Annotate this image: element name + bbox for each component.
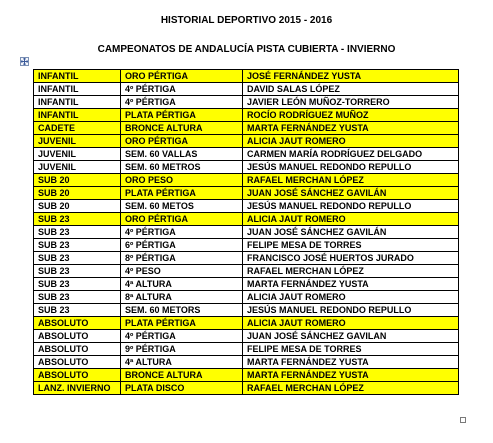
table-row	[34, 226, 459, 239]
event-cell: ORO PESO	[121, 174, 243, 187]
athlete-cell: MARTA FERNÁNDEZ YUSTA	[243, 356, 459, 369]
athlete-cell: ALICIA JAUT ROMERO	[243, 317, 459, 330]
athlete-cell: CARMEN MARÍA RODRÍGUEZ DELGADO	[243, 148, 459, 161]
event-cell: PLATA PÉRTIGA	[121, 317, 243, 330]
event-cell: 8º PÉRTIGA	[121, 252, 243, 265]
athlete-cell: MARTA FERNÁNDEZ YUSTA	[243, 122, 459, 135]
event-cell: 4º PÉRTIGA	[121, 83, 243, 96]
athlete-cell: DAVID SALAS LÓPEZ	[243, 83, 459, 96]
category-cell: JUVENIL	[34, 148, 121, 161]
category-cell: INFANTIL	[34, 109, 121, 122]
event-cell: SEM. 60 VALLAS	[121, 148, 243, 161]
athlete-cell: FRANCISCO JOSÉ HUERTOS JURADO	[243, 252, 459, 265]
category-cell: INFANTIL	[34, 83, 121, 96]
athlete-cell: ALICIA JAUT ROMERO	[243, 135, 459, 148]
table-row	[34, 343, 459, 356]
event-cell: 6º PÉRTIGA	[121, 239, 243, 252]
athlete-cell: JUAN JOSÉ SÁNCHEZ GAVILÁN	[243, 187, 459, 200]
table-row	[34, 369, 459, 382]
event-cell: 4º PÉRTIGA	[121, 226, 243, 239]
results-table-body	[34, 70, 459, 395]
athlete-cell: JOSÉ FERNÁNDEZ YUSTA	[243, 70, 459, 83]
event-cell: ORO PÉRTIGA	[121, 213, 243, 226]
event-cell: 4º PÉRTIGA	[121, 96, 243, 109]
athlete-cell: JAVIER LEÓN MUÑOZ-TORRERO	[243, 96, 459, 109]
table-row	[34, 83, 459, 96]
table-resize-handle[interactable]	[460, 417, 466, 423]
table-row	[34, 252, 459, 265]
athlete-cell: ALICIA JAUT ROMERO	[243, 213, 459, 226]
category-cell: ABSOLUTO	[34, 356, 121, 369]
table-row	[34, 187, 459, 200]
athlete-cell: RAFAEL MERCHAN LÓPEZ	[243, 174, 459, 187]
table-row	[34, 239, 459, 252]
table-row	[34, 304, 459, 317]
document-subtitle: CAMPEONATOS DE ANDALUCÍA PISTA CUBIERTA - INVIERNO	[97, 44, 396, 55]
athlete-cell: RAFAEL MERCHAN LÓPEZ	[243, 265, 459, 278]
category-cell: SUB 23	[34, 265, 121, 278]
table-row	[34, 213, 459, 226]
athlete-cell: JUAN JOSÉ SÁNCHEZ GAVILÁN	[243, 226, 459, 239]
category-cell: ABSOLUTO	[34, 343, 121, 356]
event-cell: BRONCE ALTURA	[121, 122, 243, 135]
athlete-cell: JUAN JOSÉ SÁNCHEZ GAVILAN	[243, 330, 459, 343]
athlete-cell: MARTA FERNÁNDEZ YUSTA	[243, 369, 459, 382]
category-cell: SUB 20	[34, 200, 121, 213]
event-cell: 4º PESO	[121, 265, 243, 278]
athlete-cell: JESÚS MANUEL REDONDO REPULLO	[243, 161, 459, 174]
category-cell: SUB 23	[34, 278, 121, 291]
event-cell: SEM. 60 METORS	[121, 304, 243, 317]
athlete-cell: JESÚS MANUEL REDONDO REPULLO	[243, 304, 459, 317]
category-cell: SUB 20	[34, 174, 121, 187]
athlete-cell: FELIPE MESA DE TORRES	[243, 343, 459, 356]
event-cell: 4ª ALTURA	[121, 356, 243, 369]
event-cell: SEM. 60 METOS	[121, 200, 243, 213]
results-table	[33, 69, 459, 395]
category-cell: JUVENIL	[34, 135, 121, 148]
event-cell: 4ª ALTURA	[121, 278, 243, 291]
category-cell: ABSOLUTO	[34, 369, 121, 382]
category-cell: SUB 23	[34, 291, 121, 304]
table-row	[34, 330, 459, 343]
table-move-handle-icon[interactable]	[20, 57, 29, 66]
category-cell: SUB 20	[34, 187, 121, 200]
event-cell: PLATA PÉRTIGA	[121, 109, 243, 122]
table-row	[34, 291, 459, 304]
category-cell: SUB 23	[34, 304, 121, 317]
athlete-cell: FELIPE MESA DE TORRES	[243, 239, 459, 252]
category-cell: INFANTIL	[34, 70, 121, 83]
event-cell: 4º PÉRTIGA	[121, 330, 243, 343]
event-cell: BRONCE ALTURA	[121, 369, 243, 382]
athlete-cell: JESÚS MANUEL REDONDO REPULLO	[243, 200, 459, 213]
table-row	[34, 317, 459, 330]
event-cell: 8ª ALTURA	[121, 291, 243, 304]
event-cell: PLATA DISCO	[121, 382, 243, 395]
table-row	[34, 174, 459, 187]
category-cell: ABSOLUTO	[34, 330, 121, 343]
document-title: HISTORIAL DEPORTIVO 2015 - 2016	[160, 15, 333, 26]
category-cell: SUB 23	[34, 252, 121, 265]
table-row	[34, 356, 459, 369]
athlete-cell: MARTA FERNÁNDEZ YUSTA	[243, 278, 459, 291]
table-row	[34, 96, 459, 109]
category-cell: SUB 23	[34, 226, 121, 239]
event-cell: SEM. 60 METROS	[121, 161, 243, 174]
event-cell: PLATA PÉRTIGA	[121, 187, 243, 200]
athlete-cell: RAFAEL MERCHAN LÓPEZ	[243, 382, 459, 395]
table-row	[34, 135, 459, 148]
event-cell: 9º PÉRTIGA	[121, 343, 243, 356]
table-row	[34, 70, 459, 83]
athlete-cell: ALICIA JAUT ROMERO	[243, 291, 459, 304]
category-cell: LANZ. INVIERNO	[34, 382, 121, 395]
category-cell: ABSOLUTO	[34, 317, 121, 330]
table-row	[34, 278, 459, 291]
table-row	[34, 265, 459, 278]
category-cell: SUB 23	[34, 239, 121, 252]
category-cell: CADETE	[34, 122, 121, 135]
category-cell: SUB 23	[34, 213, 121, 226]
table-row	[34, 148, 459, 161]
athlete-cell: ROCÍO RODRÍGUEZ MUÑOZ	[243, 109, 459, 122]
category-cell: INFANTIL	[34, 96, 121, 109]
event-cell: ORO PÉRTIGA	[121, 70, 243, 83]
table-row	[34, 122, 459, 135]
table-row	[34, 200, 459, 213]
event-cell: ORO PÉRTIGA	[121, 135, 243, 148]
table-row	[34, 161, 459, 174]
category-cell: JUVENIL	[34, 161, 121, 174]
table-row	[34, 109, 459, 122]
table-row	[34, 382, 459, 395]
